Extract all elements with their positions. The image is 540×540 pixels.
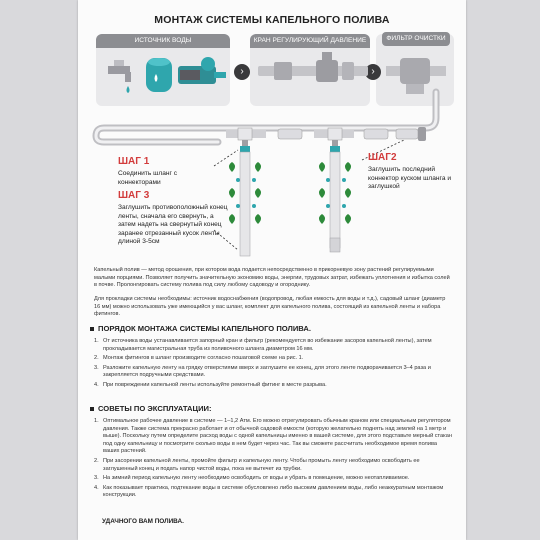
list-item: 3. Разложите капельную ленту на грядку отверстиями вверх и заглушите ее конец, для этого ленте подворачивается 3–4 раза и закрепляется подручными средствами. [94, 364, 431, 379]
valve-icon [258, 52, 368, 82]
drip-tape-left [240, 152, 250, 256]
list-item: 2. При засорении капельной ленты, промойте фильтр и капельную ленту. Чтобы промыть ленту необходимо освободить ее заглушенный конец и подать напор чистой воды, пока не вытечет из трубки. [94, 457, 420, 472]
barrel-icon [146, 58, 172, 92]
valve-header: КРАН РЕГУЛИРУЮЩИЙ ДАВЛЕНИЕ [250, 34, 370, 48]
faucet-icon [108, 60, 131, 93]
drip-tape-right [330, 152, 340, 248]
step-1-label: ШАГ 1 [118, 156, 150, 167]
order-list [94, 338, 454, 392]
list-item: 4. Как показывает практика, подтекание воды в системе обусловлено либо высоким давлением воды, либо неаккуратным монтажом конструкции. [94, 484, 444, 499]
page-title: МОНТАЖ СИСТЕМЫ КАПЕЛЬНОГО ПОЛИВА [154, 14, 390, 26]
list-item: 2. Монтаж фитингов в шланг производите согласно пошаговой схеме на рис. 1. [94, 355, 304, 362]
step-3-text: Заглушить противоположный конец ленты, сначала его свернуть, а затем надеть на свернутый конец заранее отрезанный кусок ленты длиной 3-5см [118, 204, 228, 246]
bullet-icon [90, 407, 94, 411]
chevron-right-icon: › [234, 64, 250, 80]
step-2-label: ШАГ2 [368, 152, 397, 163]
tips-list [94, 418, 454, 502]
hose-piece [364, 129, 388, 139]
pump-icon [178, 57, 226, 84]
step-2-text: Заглушить последний коннектор куском шланга и заглушкой [368, 166, 452, 191]
hose-piece [278, 129, 302, 139]
list-item: 1. Оптимальное рабочее давление в системе — 1–1,2 Атм. Его можно отрегулировать обычным краном или специальным регулятором давления. Также система прекрасно работает и от обычной садовой емкости (которую желательно поднять над землей на 1 метр и выше). Поскольку путем определите расход воды с одной капельницы именно в вашей системе, для этого подставьте мерный стакан под одну капельницу и посмотрите сколько воды в нем будет через час. Так вы сможете рассчитать необходимое время полива ваших растений. [94, 418, 452, 455]
list-item: 1. От источника воды устанавливается запорный кран и фильтр (рекомендуется во избежание засоров капельной ленты), затем прокладывается магистральная труба из поливочного шланга диаметром 16 мм. [94, 338, 432, 352]
filter-icon [386, 58, 446, 94]
filter-header: ФИЛЬТР ОЧИСТКИ [382, 32, 450, 46]
tee-connector-left [226, 128, 266, 152]
list-item: 4. При повреждении капельной ленты используйте ремонтный фитинг в месте разрыва. [94, 381, 327, 388]
end-plug-icon [396, 127, 426, 141]
order-title: ПОРЯДОК МОНТАЖА СИСТЕМЫ КАПЕЛЬНОГО ПОЛИВА. [90, 324, 311, 333]
tee-connector-right [314, 128, 354, 152]
source-header: ИСТОЧНИК ВОДЫ [96, 34, 230, 48]
step-3-label: ШАГ 3 [118, 190, 150, 201]
drops [236, 178, 346, 208]
step-1-text: Соединить шланг с коннекторами [118, 170, 178, 186]
requirements-paragraph: Для прокладки системы необходимы: источник водоснабжения (водопровод, любая емкость для воды и т.д.), садовый шланг (диаметр 16 мм) можно использовать уже имеющийся у вас шланг, комплект для капельного полива, состоящий из капельной ленты и набора фитингов. [94, 296, 446, 318]
chevron-right-icon: › [365, 64, 381, 80]
bullet-icon [90, 327, 94, 331]
instruction-page [78, 0, 466, 540]
closing-text: УДАЧНОГО ВАМ ПОЛИВА. [102, 518, 184, 525]
intro-paragraph: Капельный полив — метод орошения, при котором вода подается непосредственно в прикорневую зону растений регулируемыми малыми порциями. Позволяет получить значительную экономию воды, энергии, трудовых затрат, избежать уплотнения и избытка солей в почве. Пролонгировать систему полива под силу любому садоводу и огороднику. [94, 267, 450, 289]
list-item: 3. На зимний период капельную ленту необходимо освободить от воды и убрать в помещение, можно неотапливаемое. [94, 475, 410, 482]
tips-title: СОВЕТЫ ПО ЭКСПЛУАТАЦИИ: [90, 404, 212, 413]
